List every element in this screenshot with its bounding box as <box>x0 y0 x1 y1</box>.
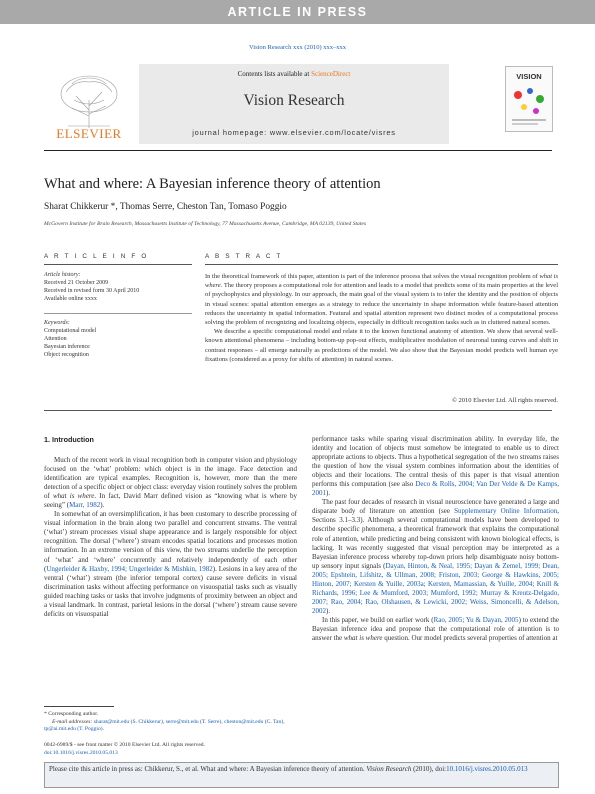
doi-link[interactable]: doi:10.1016/j.visres.2010.05.013 <box>44 749 118 756</box>
cover-graphic-icon <box>506 81 552 131</box>
journal-title: Vision Research <box>243 92 345 109</box>
keyword-item: Object recognition <box>44 352 89 358</box>
email-links[interactable]: sharat@mit.edu (S. Chikkerur), serre@mit.edu (T. Serre), cheston@mit.edu (C. Tan), tp@ai.mit.edu (T. Poggio). <box>44 718 285 733</box>
intro-paragraph-1 <box>44 456 297 510</box>
body-text: ) to extend the Bayesian inference idea and propose that the computational role of attention is to answer the <box>312 615 559 643</box>
cite-text: Please cite this article in press as: Chikkerur, S., et al. What and where: A Bayesian inference theory of attention. <box>49 765 367 773</box>
contents-prefix: Contents lists available at <box>237 70 312 78</box>
abstract-text: . The theory proposes a computational role for attention and leads to a model that predicts some of its main properties at the level of psychophysics and physiology. In our approach, the main goal of the visual system is to infer the identity and the position of objects in visual scenes: spatial attention emerges as a strategy to reduce the uncertainty in shape information while feature-based attention reduces the uncertainty in spatial information. Featural and spatial attention represent two distinct modes of a computational process solving the problem of recognizing and localizing objects, especially in difficult recognition tasks such as in cluttered natural scenes. <box>205 282 558 327</box>
cover-title: VISION <box>516 72 542 81</box>
section-heading-introduction: 1. Introduction <box>44 435 94 444</box>
body-text: ). <box>100 501 105 510</box>
right-column <box>312 435 559 643</box>
copyright-notice: © 2010 Elsevier Ltd. All rights reserved. <box>451 397 558 404</box>
history-divider <box>44 313 192 314</box>
abstract-paragraph-2: We describe a specific computational model and relate it to the known functional anatomy of attention. We show that several well-known attentional phenomena – including bottom-up pop-out effects, multiplicative modulation of neuronal tuning curves and shift in contrast responses – all emerge naturally as predictions of the model. We also show that the Bayesian model predicts well human eye fixations (considered as a proxy for shifts of attention) in natural scenes. <box>205 328 558 363</box>
paper-affiliation: McGovern Institute for Brain Research, Massachusetts Institute of Technology, 77 Massachusetts Avenue, Cambridge, MA 02139, United States <box>44 221 367 227</box>
reference-link[interactable]: Rao, 2005; Yu & Dayan, 2005 <box>433 615 519 624</box>
email-label: E-mail addresses: <box>52 718 94 725</box>
keyword-item: Computational model <box>44 328 97 334</box>
journal-cover-thumbnail <box>505 66 553 132</box>
elsevier-wordmark: ELSEVIER <box>56 126 122 141</box>
history-received: Received 21 October 2009 <box>44 280 109 286</box>
body-text: The past four decades of research in visual neuroscience have generated a large and disparate body of literature on attention (see <box>312 498 559 516</box>
reference-link[interactable]: Marr, 1982 <box>69 501 101 510</box>
intro-paragraph-3 <box>312 498 559 616</box>
corresponding-author-note: * Corresponding author. <box>44 711 99 717</box>
journal-homepage[interactable]: journal homepage: www.elsevier.com/locate/visres <box>192 128 396 137</box>
front-matter-line: 0042-6989/$ - see front matter © 2010 Elsevier Ltd. All rights reserved. <box>44 742 205 748</box>
reference-link[interactable]: Ungerleider & Haxby, 1994; Ungerleider & Mishkin, 1982 <box>46 564 213 573</box>
supplementary-link[interactable]: Supplementary Online Information <box>454 507 558 516</box>
paper-authors: Sharat Chikkerur *, Thomas Serre, Cheston Tan, Tomaso Poggio <box>44 202 287 212</box>
keywords-label: Keywords: <box>44 320 70 326</box>
sciencedirect-link[interactable]: ScienceDirect <box>311 70 351 78</box>
body-text: In this paper, we build on earlier work ( <box>322 615 434 624</box>
intro-paragraph-2 <box>44 510 297 619</box>
cite-doi-link[interactable]: 10.1016/j.visres.2010.05.013 <box>446 765 528 773</box>
journal-header-center <box>139 64 449 144</box>
abstract-rule <box>205 264 558 265</box>
body-text: performance tasks while sparing visual discrimination ability. In everyday life, the identity and location of objects must somehow be integrated to enable us to direct appropriate actions to objects. Thus a hypothetical segregation of the two streams raises the question of how the visual system combines information about the identities of objects and their locations. The central thesis of this paper is that visual attention performs this computation (see also <box>312 435 559 489</box>
body-text: ). <box>326 489 331 498</box>
article-in-press-banner: ARTICLE IN PRESS <box>0 0 595 24</box>
body-text: ). <box>326 606 331 615</box>
contents-lists <box>139 70 449 78</box>
abstract-body <box>205 272 558 364</box>
left-column <box>44 456 297 619</box>
intro-paragraph-4 <box>312 616 559 643</box>
abstract-emphasis: what is where <box>205 273 558 290</box>
issn-block <box>44 742 304 757</box>
article-info-heading: A R T I C L E I N F O <box>44 253 149 260</box>
cite-text: (2010), doi: <box>411 765 447 773</box>
abstract-heading: A B S T R A C T <box>205 253 283 260</box>
body-emphasis: what is where <box>343 634 383 643</box>
body-text: Much of the recent work in visual recognition both in computer vision and physiology focused on the ‘what’ problem: which object is in the image. Face detection and identification are typical examples. Recognition is, however, more than the mere detection of a specific object or object class: everyday vision routinely solves the problem of <box>44 456 297 501</box>
history-revised: Received in revised form 30 April 2010 <box>44 288 140 294</box>
body-text: In somewhat of an oversimplification, it has been customary to describe processing of visual information in the brain along two parallel and concurrent streams. The ventral (‘what’) stream processes visual shape appearance and is largely responsible for object recognition. The dorsal (‘where’) stream encodes spatial locations and processes motion information. In an extreme version of this view, the two streams underlie the perception of ‘what’ and ‘where’ concurrently and relatively independently of each other ( <box>44 510 297 573</box>
keyword-item: Attention <box>44 336 67 342</box>
cite-this-article-box <box>44 762 559 788</box>
journal-citation-link[interactable]: Vision Research xxx (2010) xxx–xxx <box>248 44 347 51</box>
footnote-rule <box>44 706 114 707</box>
reference-link[interactable]: Dayan, Hinton, & Neal, 1995; Dayan & Zemel, 1999; Dean, 2005; Epshtein, Lifshitz, & Ullman, 2008; Friston, 2003; George & Hawkins, 2005; Hinton, 2007; Kersten & Yuille, 2003a; Kersten, Mamassian, & Yuille, 2004; Knill & Richards, 1996; Lee & Mumford, 2003; Mumford, 1992; Murray & Kreutz-Delgado, 2007; Rao, 2004; Rao, Olshausen, & Lewicki, 2002; Weiss, Simoncelli, & Adelson, 2002 <box>312 561 559 615</box>
journal-header <box>44 64 550 150</box>
paper-title: What and where: A Bayesian inference theory of attention <box>44 176 381 192</box>
body-text: question. Our model predicts several properties of attention at <box>382 634 558 643</box>
email-addresses <box>44 719 294 734</box>
header-rule <box>44 150 552 151</box>
body-emphasis: what is where <box>52 492 95 501</box>
body-text: , Sections 3.1–3.3). Although several computational models have been developed to describe specific phenomena, a theoretical framework that explains the computational role of attention, while predicting and being consistent with known biological effects, is lacking. It was recently suggested that visual perception may be interpreted as a Bayesian inference process whereby top-down priors help disambiguate noisy bottom-up sensory input signals ( <box>312 507 559 570</box>
history-online: Available online xxxx <box>44 296 97 302</box>
article-info-rule <box>44 264 192 265</box>
reference-link[interactable]: Deco & Rolls, 2004; Van Der Velde & De Kamps, 2001 <box>312 480 559 498</box>
footnote <box>44 711 294 734</box>
intro-paragraph-2-cont <box>312 435 559 498</box>
abstract-bottom-rule <box>44 410 552 411</box>
abstract-text: In the theoretical framework of this paper, attention is part of the inference process that solves the visual recognition problem of <box>205 273 540 280</box>
abstract-paragraph-1 <box>205 272 558 327</box>
history-label: Article history: <box>44 272 81 278</box>
body-text: ). Lesions in a key area of the ventral (‘what’) stream (the inferior temporal cortex) cause severe deficits in visual discrimination tasks without affecting performance on visuospatial tasks such as visually guided reaching tasks or tasks that involve judgments of proximity between an object and a visual landmark. In contrast, parietal lesions in the dorsal (‘where’) stream cause severe deficits on visuospatial <box>44 564 297 618</box>
keyword-item: Bayesian inference <box>44 344 90 350</box>
body-text: . In fact, David Marr defined vision as “knowing what is where by seeing” ( <box>44 492 297 510</box>
cite-journal: Vision Research <box>366 765 412 773</box>
